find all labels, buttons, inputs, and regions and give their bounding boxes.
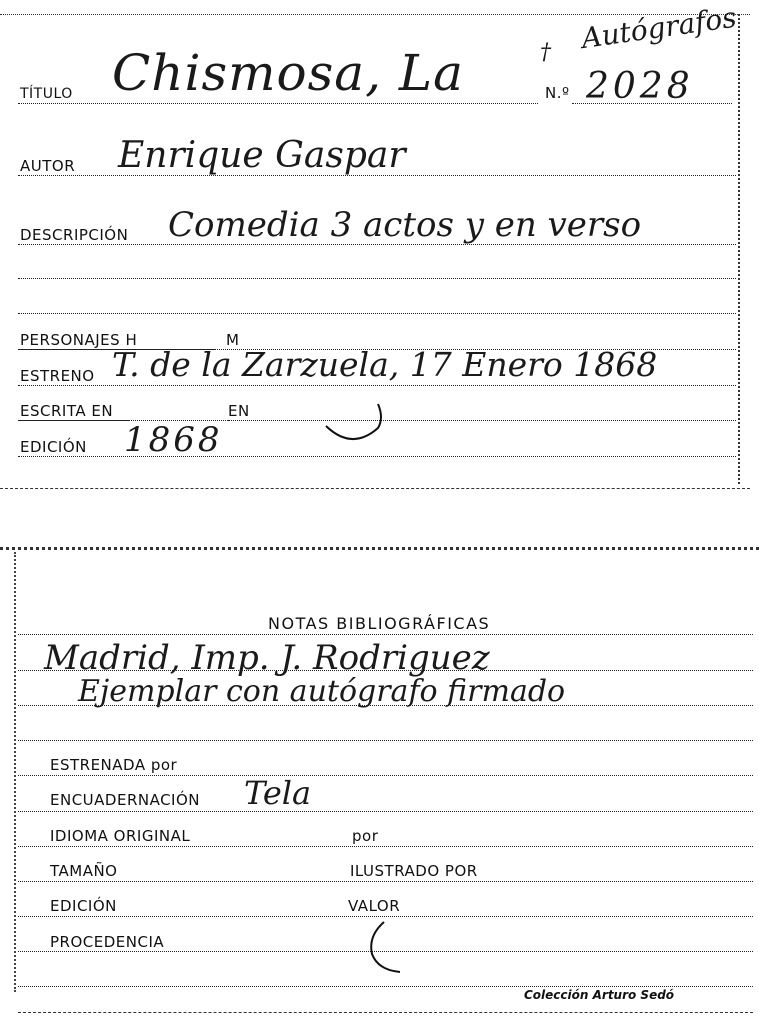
card-back-top-edge <box>0 547 759 550</box>
descripcion-value: Comedia 3 actos y en verso <box>168 205 642 245</box>
tamano-line <box>18 881 753 882</box>
edicion-value: 1868 <box>124 420 223 460</box>
encuadernacion-value: Tela <box>244 774 312 812</box>
ilustrado-label: ILUSTRADO POR <box>350 862 478 880</box>
numero-value: 2028 <box>586 66 694 107</box>
card-back-bottom-line <box>18 986 753 987</box>
titulo-value: Chismosa, La <box>112 44 464 102</box>
autor-label: AUTOR <box>20 157 76 175</box>
edicion-label: EDICIÓN <box>20 438 87 456</box>
encuadernacion-label: ENCUADERNACIÓN <box>50 791 201 809</box>
titulo-label: TÍTULO <box>20 86 73 102</box>
annotation-autografos: Autógrafos <box>579 0 739 56</box>
card-back-bottom-edge <box>18 1012 753 1013</box>
notas-line-1 <box>18 670 753 671</box>
valor-label: VALOR <box>348 897 401 915</box>
notas-line-0 <box>18 634 753 635</box>
autor-value: Enrique Gaspar <box>118 135 406 176</box>
nota-line-1: Madrid, Imp. J. Rodriguez <box>44 638 490 678</box>
numero-label: N.º <box>545 84 570 102</box>
back-edicion-line <box>18 916 753 917</box>
estrenada-line <box>18 775 753 776</box>
back-edicion-label: EDICIÓN <box>50 897 117 915</box>
notas-title: NOTAS BIBLIOGRÁFICAS <box>268 614 491 633</box>
card-back-left-edge <box>14 552 16 992</box>
hole-punch-arc-back <box>362 918 422 976</box>
estrenada-label: ESTRENADA por <box>50 756 178 774</box>
notas-line-3 <box>18 740 753 741</box>
notas-line-2 <box>18 705 753 706</box>
idioma-label: IDIOMA ORIGINAL <box>50 827 191 845</box>
idioma-por-label: por <box>352 827 379 845</box>
descripcion-label: DESCRIPCIÓN <box>20 226 129 244</box>
estreno-label: ESTRENO <box>20 367 95 385</box>
personajes-label: PERSONAJES H <box>20 331 138 349</box>
tamano-label: TAMAÑO <box>50 862 118 880</box>
annotation-cross: † <box>540 40 551 65</box>
estreno-value: T. de la Zarzuela, 17 Enero 1868 <box>112 345 658 384</box>
idioma-line <box>18 846 753 847</box>
encuadernacion-line <box>18 811 753 812</box>
personajes-m-label: M <box>226 331 240 349</box>
procedencia-label: PROCEDENCIA <box>50 933 165 951</box>
escrita-en-label: EN <box>228 402 250 420</box>
escrita-label: ESCRITA EN <box>20 402 114 420</box>
nota-line-2: Ejemplar con autógrafo firmado <box>78 674 566 709</box>
coleccion-label: Colección Arturo Sedó <box>524 988 675 1002</box>
